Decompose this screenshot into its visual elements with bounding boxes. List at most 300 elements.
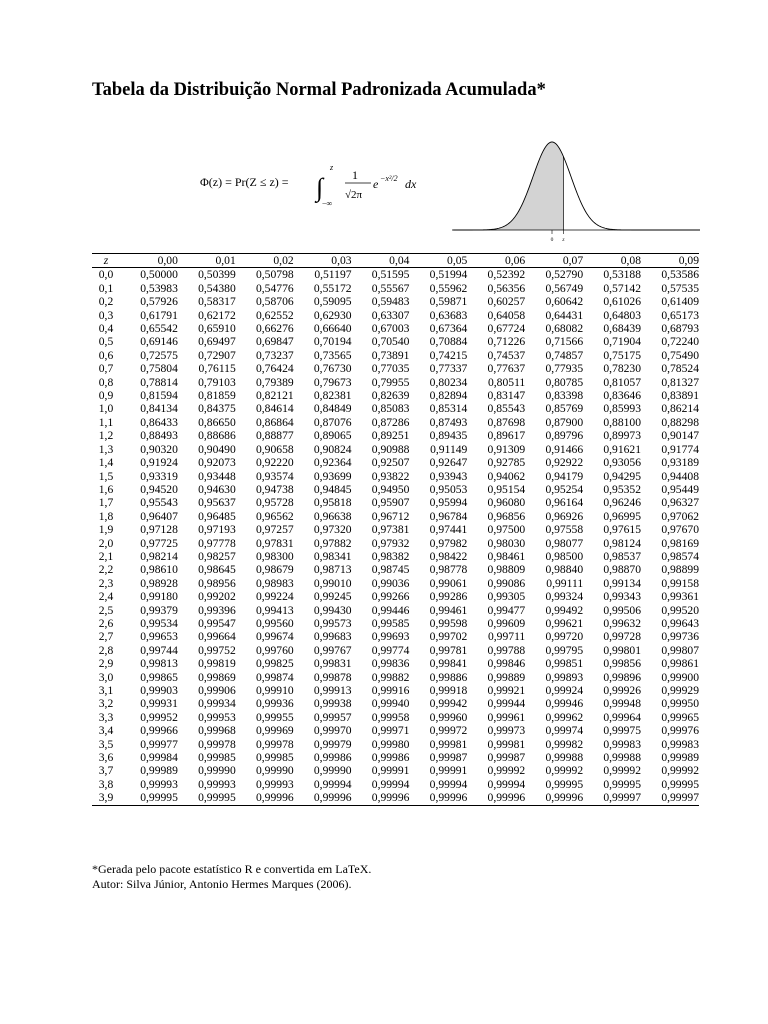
table-cell: 0,84134 [140,402,178,416]
table-cell: 0,99795 [545,643,584,657]
table-cell: 0,92647 [429,456,468,470]
table-cell: 0,99983 [661,737,699,751]
table-cell: 0,98809 [487,563,526,577]
table-cell: 0,99958 [371,710,410,724]
table-row [92,429,699,442]
normal-curve-figure [452,138,700,248]
column-header: 0,09 [641,254,699,268]
table-cell: 0,72575 [140,348,178,362]
row-label: 2,0 [98,536,114,550]
column-header: 0,06 [467,254,525,268]
table-cell: 0,98574 [661,549,699,563]
table-cell: 0,91621 [603,442,642,456]
table-row [92,510,699,523]
table-cell: 0,97831 [255,536,294,550]
table-cell: 0,99971 [371,724,410,738]
table-cell: 0,92364 [313,456,352,470]
table-cell: 0,96246 [603,496,642,510]
table-cell: 0,99534 [140,616,178,630]
table-cell: 0,97558 [545,523,584,537]
table-cell: 0,99989 [661,751,699,765]
table-cell: 0,95449 [661,482,699,496]
table-cell: 0,95154 [487,482,526,496]
table-cell: 0,77935 [545,362,584,376]
table-cell: 0,99807 [661,643,699,657]
table-cell: 0,99305 [487,590,526,604]
table-row [92,630,699,643]
table-cell: 0,99961 [487,710,526,724]
table-cell: 0,63683 [429,308,468,322]
table-cell: 0,99111 [546,576,584,590]
column-header: 0,00 [120,254,178,268]
table-cell: 0,64431 [545,308,584,322]
table-cell: 0,83646 [603,389,642,403]
table-cell: 0,85769 [545,402,584,416]
table-cell: 0,90320 [140,442,178,456]
table-cell: 0,99477 [487,603,526,617]
table-cell: 0,99918 [429,684,468,697]
table-cell: 0,96164 [545,496,584,510]
table-row [92,309,699,322]
table-cell: 0,92073 [198,456,236,470]
table-cell: 0,99926 [603,684,642,697]
table-cell: 0,99819 [198,657,236,671]
table-cell: 0,85993 [603,402,642,416]
table-cell: 0,95637 [198,496,236,510]
exp-base: e [373,177,379,191]
table-cell: 0,99991 [371,764,410,778]
table-cell: 0,99683 [313,630,352,644]
table-cell: 0,61791 [140,308,178,322]
table-cell: 0,98899 [661,563,699,577]
table-cell: 0,98077 [545,536,584,550]
table-cell: 0,99993 [198,777,236,791]
table-cell: 0,62552 [255,308,294,322]
table-cell: 0,53586 [661,268,699,282]
table-cell: 0,59483 [371,295,410,309]
table-cell: 0,75804 [140,362,178,376]
table-cell: 0,98679 [255,563,294,577]
table-cell: 0,50798 [255,268,294,282]
table-cell: 0,99952 [140,710,178,724]
table-cell: 0,99984 [140,751,178,765]
table-cell: 0,51595 [371,268,410,282]
table-cell: 0,99991 [429,764,468,778]
table-cell: 0,98778 [429,563,468,577]
table-cell: 0,99996 [467,791,525,805]
table-cell: 0,99982 [545,737,584,751]
table-cell: 0,64058 [487,308,526,322]
table-cell: 0,99886 [429,670,468,684]
table-cell: 0,58317 [198,295,236,309]
table-cell: 0,97982 [429,536,468,550]
table-cell: 0,85314 [429,402,468,416]
table-cell: 0,99993 [140,777,178,791]
table-cell: 0,68082 [545,322,584,336]
formula-dx: dx [405,177,417,191]
table-cell: 0,82121 [255,389,294,403]
table-cell: 0,99266 [371,590,410,604]
table-cell: 0,94845 [313,482,352,496]
table-cell: 0,93448 [198,469,236,483]
row-label: 2,2 [98,563,114,577]
tick-z-label: z [562,237,565,243]
table-cell: 0,99953 [198,710,236,724]
table-cell: 0,96080 [487,496,526,510]
table-cell: 0,62930 [313,308,352,322]
table-cell: 0,90147 [661,429,699,443]
table-cell: 0,88298 [661,415,699,429]
table-cell: 0,98610 [140,563,178,577]
table-cell: 0,99948 [603,697,642,711]
table-cell: 0,99728 [603,630,642,644]
table-cell: 0,88686 [198,429,236,443]
row-label: 3,9 [92,791,120,805]
table-row [92,349,699,362]
table-row [92,644,699,657]
table-cell: 0,63307 [371,308,410,322]
table-cell: 0,81327 [661,375,699,389]
table-cell: 0,67724 [487,322,526,336]
page-title: Tabela da Distribuição Normal Padronizada Acumulada* [92,80,546,100]
table-cell: 0,86433 [140,415,178,429]
table-cell: 0,99893 [545,670,584,684]
table-cell: 0,80785 [545,375,584,389]
table-cell: 0,68793 [661,322,699,336]
table-cell: 0,99997 [641,791,699,805]
table-cell: 0,80511 [487,375,526,389]
row-label: 3,1 [98,684,114,697]
table-cell: 0,74537 [487,348,526,362]
table-cell: 0,99970 [313,724,352,738]
table-cell: 0,99988 [545,751,584,765]
table-cell: 0,98169 [661,536,699,550]
table-cell: 0,99995 [178,791,236,805]
table-cell: 0,99900 [661,670,699,684]
table-cell: 0,99825 [255,657,294,671]
table-cell: 0,79955 [371,375,410,389]
footnote [92,862,371,892]
table-cell: 0,60642 [545,295,584,309]
table-cell: 0,99929 [661,684,699,697]
table-header-row [92,254,699,268]
row-label: 3,3 [98,710,114,724]
table-cell: 0,97725 [140,536,178,550]
table-cell: 0,97670 [661,523,699,537]
table-cell: 0,99813 [140,657,178,671]
table-cell: 0,99224 [255,590,294,604]
table-cell: 0,99936 [255,697,294,711]
table-cell: 0,99878 [313,670,352,684]
fraction-numerator: 1 [352,168,358,182]
table-cell: 0,99964 [603,710,642,724]
table-cell: 0,98030 [487,536,526,550]
table-cell: 0,99990 [255,764,294,778]
table-cell: 0,98257 [198,549,236,563]
column-header: 0,08 [583,254,641,268]
table-cell: 0,99934 [198,697,236,711]
row-label: 1,9 [98,523,114,537]
table-cell: 0,84849 [313,402,352,416]
table-cell: 0,94179 [545,469,584,483]
table-cell: 0,70194 [313,335,352,349]
table-cell: 0,99693 [371,630,410,644]
table-cell: 0,91466 [545,442,584,456]
table-cell: 0,76424 [255,362,294,376]
row-label: 2,8 [98,643,114,657]
table-cell: 0,51197 [314,268,352,282]
table-cell: 0,99994 [313,777,352,791]
table-cell: 0,99995 [545,777,584,791]
table-cell: 0,78230 [603,362,642,376]
table-cell: 0,99972 [429,724,468,738]
table-cell: 0,99981 [429,737,468,751]
table-cell: 0,95818 [313,496,352,510]
table-cell: 0,94062 [487,469,526,483]
table-cell: 0,73565 [313,348,352,362]
table-cell: 0,60257 [487,295,526,309]
table-cell: 0,99962 [545,710,584,724]
table-cell: 0,77337 [429,362,468,376]
table-cell: 0,99396 [198,603,236,617]
table-cell: 0,94630 [198,482,236,496]
table-cell: 0,99180 [140,590,178,604]
table-cell: 0,96562 [255,509,294,523]
table-cell: 0,59095 [313,295,352,309]
table-cell: 0,99446 [371,603,410,617]
table-row [92,268,699,282]
table-cell: 0,99841 [429,657,468,671]
table-cell: 0,97257 [255,523,294,537]
table-cell: 0,62172 [198,308,236,322]
table-cell: 0,93943 [429,469,468,483]
row-label: 0,7 [98,362,114,376]
table-cell: 0,95994 [429,496,468,510]
table-cell: 0,99986 [371,751,410,765]
table-cell: 0,96926 [545,509,584,523]
row-label: 0,4 [98,322,114,336]
table-cell: 0,99992 [545,764,584,778]
row-label: 0,6 [98,348,114,362]
table-cell: 0,55962 [429,281,468,295]
table-cell: 0,87900 [545,415,584,429]
table-cell: 0,88493 [140,429,178,443]
table-row [92,577,699,590]
table-cell: 0,65173 [661,308,699,322]
table-cell: 0,70884 [429,335,468,349]
table-cell: 0,64803 [603,308,642,322]
table-cell: 0,99921 [487,684,526,697]
table-row [92,416,699,429]
table-cell: 0,77637 [487,362,526,376]
table-cell: 0,99010 [313,576,352,590]
row-label: 3,4 [98,724,114,738]
table-cell: 0,99995 [120,791,178,805]
table-cell: 0,66276 [255,322,294,336]
table-row [92,563,699,576]
table-cell: 0,99086 [487,576,526,590]
row-label: 1,0 [98,402,114,416]
table-cell: 0,96784 [429,509,468,523]
table-cell: 0,96485 [198,509,236,523]
table-cell: 0,91149 [430,442,468,456]
table-cell: 0,80234 [429,375,468,389]
table-cell: 0,93319 [140,469,178,483]
table-cell: 0,99702 [429,630,468,644]
table-cell: 0,87076 [313,415,352,429]
table-cell: 0,50000 [140,268,178,282]
table-cell: 0,98537 [603,549,642,563]
table-cell: 0,99643 [661,616,699,630]
table-cell: 0,93699 [313,469,352,483]
table-cell: 0,99324 [545,590,584,604]
table-cell: 0,88877 [255,429,294,443]
table-row [92,295,699,308]
row-label: 0,1 [98,281,114,295]
table-cell: 0,99343 [603,590,642,604]
tick-zero-label: 0 [550,237,554,243]
table-cell: 0,99916 [371,684,410,697]
table-cell: 0,83891 [661,389,699,403]
table-cell: 0,97615 [603,523,642,537]
table-cell: 0,97441 [429,523,468,537]
table-cell: 0,99996 [352,791,410,805]
row-label: 2,7 [98,630,114,644]
table-cell: 0,91309 [487,442,526,456]
table-cell: 0,71904 [603,335,642,349]
table-cell: 0,98870 [603,563,642,577]
table-cell: 0,76730 [313,362,352,376]
table-cell: 0,50399 [198,268,236,282]
fraction-denominator: √2π [345,189,363,201]
table-cell: 0,75175 [603,348,642,362]
table-cell: 0,57142 [603,281,642,295]
table-cell: 0,99931 [140,697,178,711]
table-cell: 0,61026 [603,295,642,309]
table-row [92,402,699,415]
table-cell: 0,99711 [487,630,526,644]
table-cell: 0,86650 [198,415,236,429]
table-cell: 0,77035 [371,362,410,376]
row-label: 1,7 [98,496,114,510]
table-cell: 0,99978 [255,737,294,751]
table-cell: 0,99994 [487,777,526,791]
table-cell: 0,99986 [313,751,352,765]
table-cell: 0,87286 [371,415,410,429]
row-label: 3,8 [98,777,114,791]
table-cell: 0,96712 [371,509,410,523]
table-cell: 0,56356 [487,281,526,295]
table-cell: 0,99968 [198,724,236,738]
table-cell: 0,94295 [603,469,642,483]
table-cell: 0,96407 [140,509,178,523]
table-cell: 0,93056 [603,456,642,470]
table-cell: 0,74857 [545,348,584,362]
table-cell: 0,99547 [198,616,236,630]
table-cell: 0,82381 [313,389,352,403]
table-cell: 0,98300 [255,549,294,563]
table-cell: 0,89796 [545,429,584,443]
table-cell: 0,99774 [371,643,410,657]
table-row [92,362,699,375]
table-row [92,470,699,483]
table-cell: 0,93189 [661,456,699,470]
table-row [92,738,699,751]
table-cell: 0,99202 [198,590,236,604]
table-cell: 0,89435 [429,429,468,443]
table-cell: 0,92785 [487,456,526,470]
table-cell: 0,71566 [545,335,584,349]
table-cell: 0,99413 [255,603,294,617]
row-label: 0,9 [98,389,114,403]
table-row [92,537,699,550]
table-cell: 0,76115 [198,362,236,376]
table-cell: 0,99609 [487,616,526,630]
table-cell: 0,99987 [429,751,468,765]
table-cell: 0,99994 [429,777,468,791]
table-cell: 0,82894 [429,389,468,403]
table-cell: 0,99573 [313,616,352,630]
table-row [92,671,699,684]
table-cell: 0,90658 [255,442,294,456]
table-cell: 0,79673 [313,375,352,389]
table-cell: 0,99946 [545,697,584,711]
table-cell: 0,92507 [371,456,410,470]
table-cell: 0,99788 [487,643,526,657]
table-cell: 0,65542 [140,322,178,336]
table-cell: 0,99992 [487,764,526,778]
table-cell: 0,99744 [140,643,178,657]
table-cell: 0,52392 [487,268,526,282]
table-cell: 0,98461 [487,549,526,563]
table-cell: 0,53983 [140,281,178,295]
table-row [92,322,699,335]
table-row [92,778,699,791]
row-label: 0,3 [98,308,114,322]
table-cell: 0,99846 [487,657,526,671]
table-cell: 0,99940 [371,697,410,711]
table-cell: 0,72240 [661,335,699,349]
table-cell: 0,99978 [198,737,236,751]
table-cell: 0,99492 [545,603,584,617]
row-label: 2,4 [98,590,114,604]
z-table [92,253,699,806]
table-cell: 0,99896 [603,670,642,684]
column-header: 0,07 [525,254,583,268]
table-cell: 0,97320 [313,523,352,537]
table-cell: 0,99461 [429,603,468,617]
table-cell: 0,99979 [313,737,352,751]
table-cell: 0,99831 [313,657,352,671]
table-row [92,483,699,496]
table-cell: 0,99944 [487,697,526,711]
table-row [92,496,699,509]
table-cell: 0,99996 [525,791,583,805]
table-cell: 0,55172 [313,281,352,295]
table-cell: 0,99653 [140,630,178,644]
table-cell: 0,69146 [140,335,178,349]
table-row [92,764,699,777]
table-cell: 0,99996 [409,791,467,805]
table-cell: 0,95254 [545,482,584,496]
table-cell: 0,99942 [429,697,468,711]
table-cell: 0,99987 [487,751,526,765]
row-label: 3,2 [98,697,114,711]
column-header: 0,03 [294,254,352,268]
table-cell: 0,52790 [545,268,584,282]
table-row [92,711,699,724]
table-cell: 0,73237 [255,348,294,362]
